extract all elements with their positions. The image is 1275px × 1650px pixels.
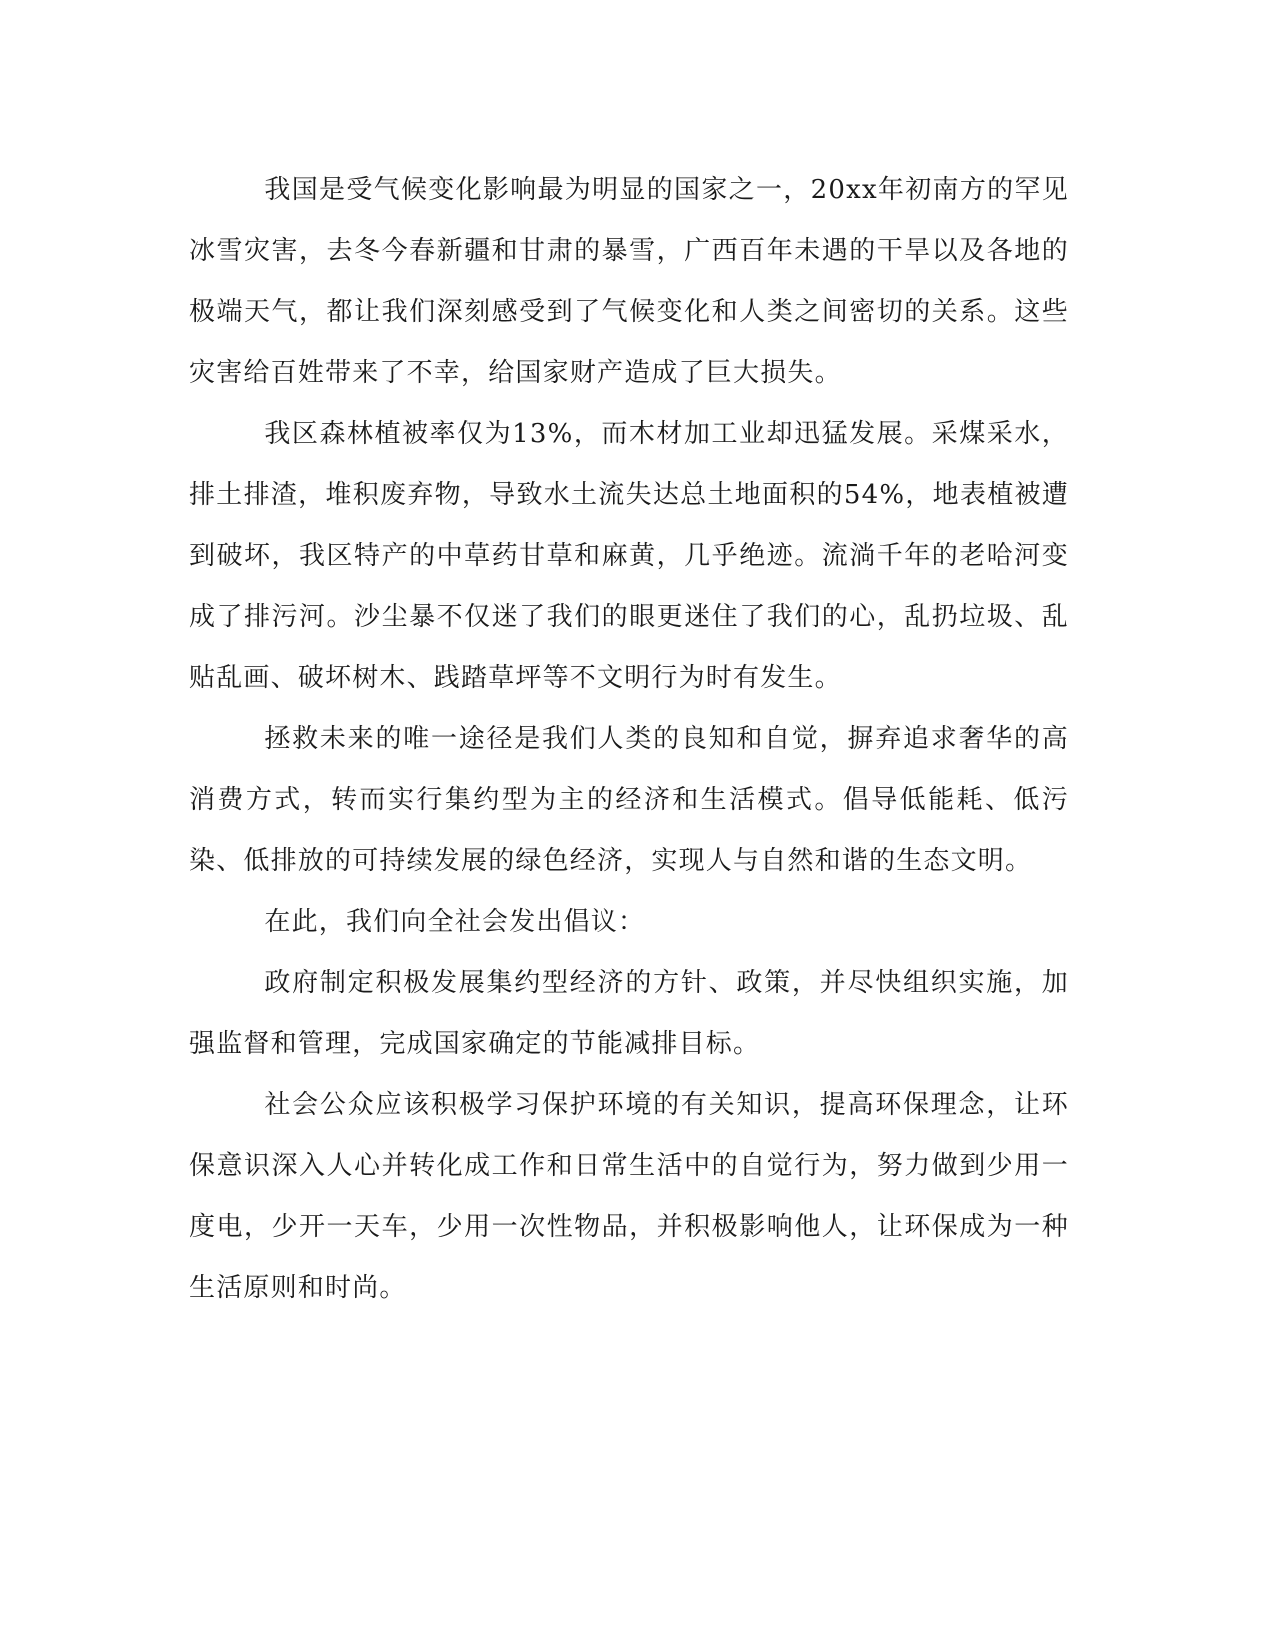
paragraph-proposal-intro: 在此，我们向全社会发出倡议：	[264, 907, 646, 937]
paragraph-government-proposal: 政府制定积极发展集约型经济的方针、政策，并尽快组织实施，加强监督和管理，完成国家确定的节能减排目标。	[189, 968, 1069, 1059]
document-body	[189, 160, 1069, 1319]
paragraph-climate-impact: 我国是受气候变化影响最为明显的国家之一，20xx年初南方的罕见冰雪灾害，去冬今春新疆和甘肃的暴雪，广西百年未遇的干旱以及各地的极端天气，都让我们深刻感受到了气候变化和人类之间密切的关系。这些灾害给百姓带来了不幸，给国家财产造成了巨大损失。	[189, 175, 1069, 388]
paragraph-local-environment: 我区森林植被率仅为13%，而木材加工业却迅猛发展。采煤采水，排土排渣，堆积废弃物，导致水土流失达总土地面积的54%，地表植被遭到破坏，我区特产的中草药甘草和麻黄，几乎绝迹。流淌千年的老哈河变成了排污河。沙尘暴不仅迷了我们的眼更迷住了我们的心，乱扔垃圾、乱贴乱画、破坏树木、践踏草坪等不文明行为时有发生。	[189, 419, 1069, 693]
paragraph-solution: 拯救未来的唯一途径是我们人类的良知和自觉，摒弃追求奢华的高消费方式，转而实行集约型为主的经济和生活模式。倡导低能耗、低污染、低排放的可持续发展的绿色经济，实现人与自然和谐的生态文明。	[189, 724, 1069, 876]
paragraph-public-proposal: 社会公众应该积极学习保护环境的有关知识，提高环保理念，让环保意识深入人心并转化成工作和日常生活中的自觉行为，努力做到少用一度电，少开一天车，少用一次性物品，并积极影响他人，让环保成为一种生活原则和时尚。	[189, 1090, 1069, 1303]
